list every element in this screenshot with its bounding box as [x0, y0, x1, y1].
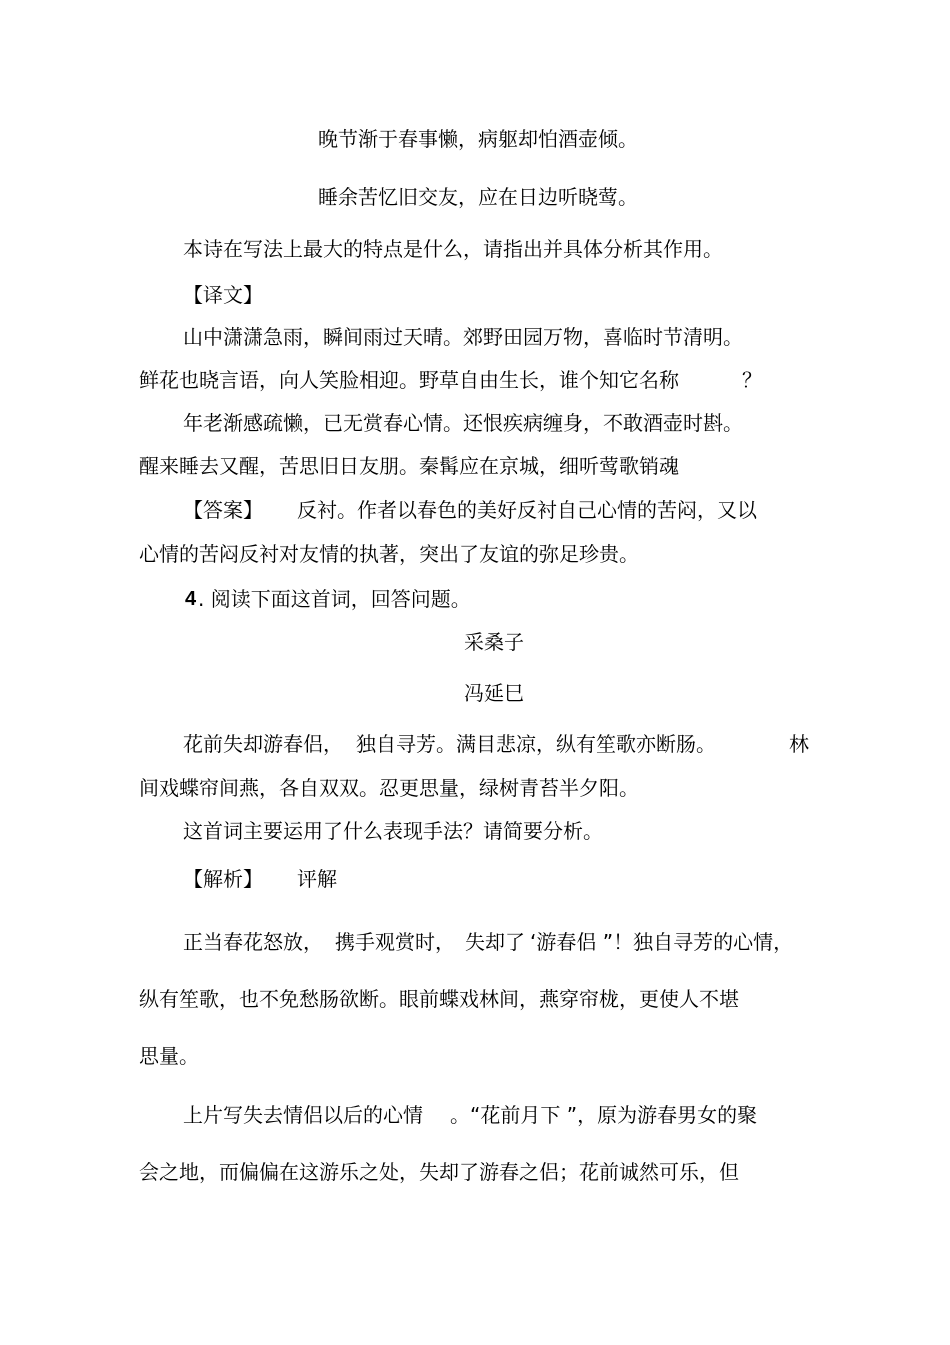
poem-line: 林 — [789, 732, 809, 756]
analysis-line: 失却了 — [465, 930, 525, 954]
question-text: 本诗在写法上最大的特点是什么，请指出并具体分析其作用。 — [183, 237, 723, 261]
question-number: 4 — [185, 588, 197, 610]
analysis-sub-label: 评解 — [297, 867, 337, 891]
translation-line: 山中潇潇急雨，瞬间雨过天晴。郊野田园万物，喜临时节清明。 — [183, 325, 743, 349]
translation-line: 鲜花也晓言语，向人笑脸相迎。野草自由生长，谁个知它名称 — [139, 368, 679, 392]
analysis-label: 【解析】 — [183, 867, 263, 891]
analysis-line: 会之地，而偏偏在这游乐之处，失却了游春之侣；花前诚然可乐，但 — [139, 1160, 739, 1184]
poem-line: 睡余苦忆旧交友，应在日边听晓莺。 — [318, 185, 638, 209]
analysis-line: 携手观赏时， — [335, 930, 455, 954]
analysis-line: 纵有笙歌，也不免愁肠欲断。眼前蝶戏林间，燕穿帘栊，更使人不堪 — [139, 987, 739, 1011]
answer-line: 心情的苦闷反衬对友情的执著，突出了友谊的弥足珍贵。 — [139, 542, 639, 566]
question-text: 这首词主要运用了什么表现手法？请简要分析。 — [183, 819, 603, 843]
poem-line: 花前失却游春侣， — [183, 732, 343, 756]
poem-line: 间戏蝶帘间燕，各自双双。忍更思量，绿树青苔半夕阳。 — [139, 776, 639, 800]
translation-line: 年老渐感疏懒，已无赏春心情。还恨疾病缠身，不敢酒壶时斟。 — [183, 411, 743, 435]
poem-line: 独自寻芳。满目悲凉，纵有笙歌亦断肠。 — [356, 732, 716, 756]
analysis-line: ‘游春侣 ”！独自寻芳的心情， — [530, 930, 794, 954]
analysis-line: 思量。 — [139, 1044, 199, 1068]
analysis-line: 正当春花怒放， — [183, 930, 323, 954]
translation-line: 醒来睡去又醒，苦思旧日友朋。秦髯应在京城，细听莺歌销魂 — [139, 454, 679, 478]
translation-question-mark: ？ — [742, 368, 762, 392]
poem-author: 冯延巳 — [464, 681, 524, 705]
translation-label: 【译文】 — [183, 283, 263, 307]
analysis-line: 上片写失去情侣以后的心情 — [183, 1103, 423, 1127]
answer-line: 反衬。作者以春色的美好反衬自己心情的苦闷，又以 — [297, 498, 757, 522]
poem-title: 采桑子 — [464, 630, 524, 654]
analysis-line: 。“花前月下 ”，原为游春男女的聚 — [450, 1103, 758, 1127]
question-text: . 阅读下面这首词，回答问题。 — [198, 587, 471, 611]
answer-label: 【答案】 — [183, 498, 263, 522]
poem-line: 晚节渐于春事懒，病躯却怕酒壶倾。 — [318, 127, 638, 151]
